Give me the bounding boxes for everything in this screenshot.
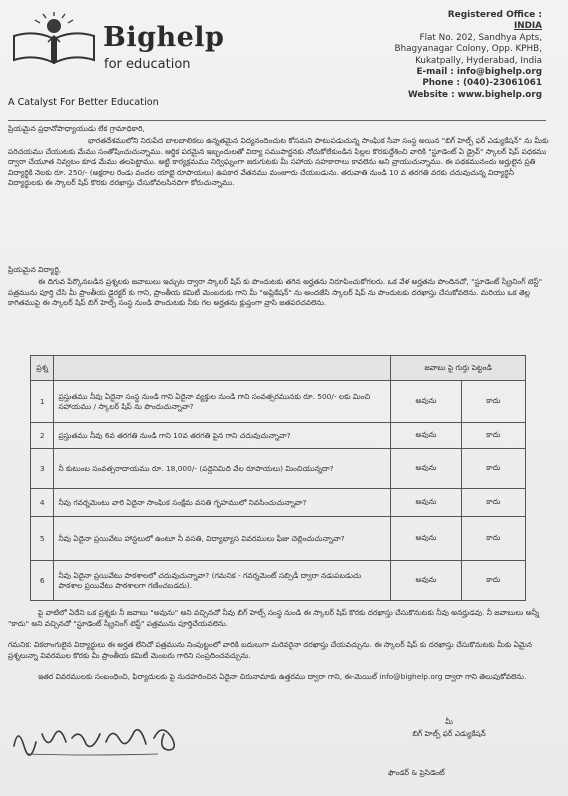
question-text: ప్రస్తుతము నీవు 6వ తరగతి నుండి గాని 10వ తరగతి పైన గాని చదువుచున్నావా? [54,423,391,449]
question-text: నీవు ఏదైనా ప్రయివేటు హాస్టలులో ఉంటూ నీ వసతి, విద్యాభ్యాస వివరములు ఫీజు చెల్లించుచున్నావా? [54,517,391,561]
office-country: INDIA [513,21,542,32]
office-email: E-mail : info@bighelp.org [416,67,542,78]
question-number: 4 [31,489,54,517]
instruction-paragraph: ఈ దిగువ పేర్కొనబడిన ప్రశ్నలకు జవాబులు ఇచ్చుట ద్వారా స్కాలర్ షిప్ కు పొందుటకు తగిన అర్హతను నిరూపించుకోగలరు. ఒక వేళ అర్హతను పొందినచో, "స్టూడెంట్ స్క్రీనింగ్ టెస్ట్" పత్రమును పూర్తి చేసి మీ ప్రాంతీయ డైరక్టర్ కు గాని, ప్రాంతీయ కమిటీ మెంబరుకు గాని మీ "అప్లికేషన్" ను అందజేసి స్కాలర్ షిప్ ను పొందుటకు దరఖాస్తు చేసుకోవలెను. మరియు ఒక తెల్ల కాగితముపై ఈ స్కాలర్ షిప్ బిగ్ హెల్ప్ సంస్థ నుండి పొందుటకు నీకు గల అర్హతను క్లుప్తంగా వ్రాసి జతపరచవలెను. [8,277,543,308]
header-divider [8,120,546,121]
question-number: 2 [31,423,54,449]
office-address-line1: Flat No. 202, Sandhya Apts, [419,32,542,43]
answer-no[interactable]: కాదు [461,449,525,489]
column-header-question [54,356,391,381]
bighelp-logo [8,12,100,68]
answer-yes[interactable]: అవును [391,423,461,449]
question-number: 3 [31,449,54,489]
question-text: ప్రస్తుతము నీవు ఏదైనా సంస్థ నుండి గాని ఏదైనా వ్యక్తుల నుండి గాని సంవత్సరమునకు రూ. 500/- లకు మించి సహాయము / స్కాలర్ షిప్ ను పొందుచున్నావా? [54,381,391,423]
question-text: నీవు ఏదైనా ప్రయివేటు పాఠశాలలో చదువుచున్నావా? (గమనిక - గవర్నమెంట్ సబ్సిడీ ద్వారా నడుపబడుచు పాఠశాల ప్రయివేటు పాఠశాలగా గణించబడదు). [54,561,391,601]
signoff-yours: మీ [445,717,453,726]
table-row [31,381,526,423]
table-row [31,489,526,517]
note-paragraph: గమనిక: వికలాంగులైన విద్యార్థులు ఈ అర్హత లేనిచో పత్రమును నింపుట్టంలో వారికి బదులుగా మరెవరైనా దరఖాస్తు చేయవచ్చును. ఈ స్కాలర్ షిప్ కు దరఖాస్తు చేసుకొనుటకు మీకు ఏమైన ప్రశ్నలున్నా వివరముల కొరకు మీ ప్రాంతీయ కమిటీ మెంబరు గారిని సంప్రదించవచ్చును. [8,640,533,660]
column-header-number: ప్రశ్న [31,356,54,381]
office-title: Registered Office : [447,10,542,20]
column-header-answer: జవాబు పై గుర్తు పెట్టండి [391,356,526,381]
answer-yes[interactable]: అవును [391,449,461,489]
answer-no[interactable]: కాదు [461,423,525,449]
intro-paragraph: భారతదేశములోని నిరుపేద బాలబాలికలు ఉన్నతమైన విద్యనందించుట కోసమని పాటుపడుచున్న సాంఘిక సేవా సంస్థ అయిన "బిగ్ హెల్ప్ ఫర్ ఎడ్యుకేషన్" ను మీకు పరిచయము చేయుటకు మేము సంతోషించుచున్నాము. ఆర్థిక పరమైన ఇబ్బందులతో విద్యా సముపార్జనకు నోచుకోలేకుండిన పిల్లల కొరకుద్దేశించి వారికి "స్టూడెంట్ ఏ డ్రైవ్" స్కాలర్ షిప్ పధకము ద్వారా చేయూత నివ్వటం కూడ మేము తలపెట్టాము. అట్టి కార్యక్రమము నిర్విఘ్నంగా జరుగుటకు మీ సహాయ సహకారాలు కావలెను అని వ్రాయుచున్నాము. ఈ పథకమునందు అర్హులైన ప్రతి విద్యార్థికి నెలకు రూ. 250/- (అక్షరాల రెండు వందల యాభై రూపాయలు) ఉపకార వేతనము మంజూరు చేయబడును. తరువాతి నుండి 10 వ తరగతి వరకు చదువుచున్న విద్యార్థినీ విద్యార్థులకు ఈ స్కాలర్ షిప్ కొరకు దరఖాస్తు చేసుకోవలసినదిగా కోరుచున్నాము. [8,136,549,188]
office-address-line2: Bhagyanagar Colony, Opp. KPHB, [394,44,542,55]
question-number: 6 [31,561,54,601]
question-number: 5 [31,517,54,561]
answer-no[interactable]: కాదు [461,489,525,517]
question-text: నీవు గవర్నమెంటు వారి ఏదైనా సాంఘిక సంక్షేమ వసతి గృహములో నివసించుచున్నావా? [54,489,391,517]
student-greeting: ప్రియమైన విద్యార్థి, [8,265,62,274]
signoff-organization: బిగ్ హెల్ప్ ఫర్ ఎడ్యుకేషన్ [412,729,486,738]
table-row [31,561,526,601]
brand-name: Bighelp [103,22,225,53]
signoff-block [374,716,524,740]
answer-yes[interactable]: అవును [391,561,461,601]
registered-office [332,10,542,101]
table-row [31,423,526,449]
contact-paragraph: ఇతర వివరములకు సంబంధించి, ఫిర్యాదులకు పై నుదహరించిన ఏదైనా చిరునామాకు ఉత్తరము ద్వారా గాని, ఈ-మెయిల్ info@bighelp.org ద్వారా గాని తెలుపుకోవలెను. [38,672,527,681]
office-phone: Phone : (040)-23061061 [422,78,542,89]
office-address-line3: Kukatpally, Hyderabad, India [415,55,542,66]
question-number: 1 [31,381,54,423]
table-header-row [31,356,526,381]
question-text: నీ కుటుంబ సంవత్సరాదాయము రూ. 18,000/- (పద్దెనిమిది వేల రూపాయలు) మించియున్నదా? [54,449,391,489]
office-website: Website : www.bighelp.org [407,89,542,100]
table-row [31,449,526,489]
brand-subtitle: for education [104,57,191,72]
eligibility-table [30,355,526,601]
table-row [31,517,526,561]
founder-title: ఫౌండర్ & ప్రెసిడెంట్ [388,768,445,777]
result-paragraph: పై వాటిలో ఏదేని ఒక ప్రశ్నకు నీ జవాబు "అవును" అని వచ్చినచో నీవు బిగ్ హెల్ప్ సంస్థ నుండి ఈ స్కాలర్ షిప్ కొరకు దరఖాస్తు చేసుకొనుటకు నీవు అనర్హుడవు. నీ జవాబులు అన్నీ "కాదు" అని వచ్చినచో "స్టూడెంట్ స్క్రీనింగ్ టెస్ట్" పత్రమును పూర్తిచేయవలెను. [8,608,540,628]
answer-no[interactable]: కాదు [461,517,525,561]
answer-yes[interactable]: అవును [391,381,461,423]
answer-yes[interactable]: అవును [391,517,461,561]
answer-no[interactable]: కాదు [461,381,525,423]
tagline: A Catalyst For Better Education [8,97,159,108]
salutation: ప్రియమైన ప్రధానోపాధ్యాయుడు లేక గ్రామాధికారి, [8,124,145,133]
answer-no[interactable]: కాదు [461,561,525,601]
handwritten-signature [8,716,188,760]
answer-yes[interactable]: అవును [391,489,461,517]
